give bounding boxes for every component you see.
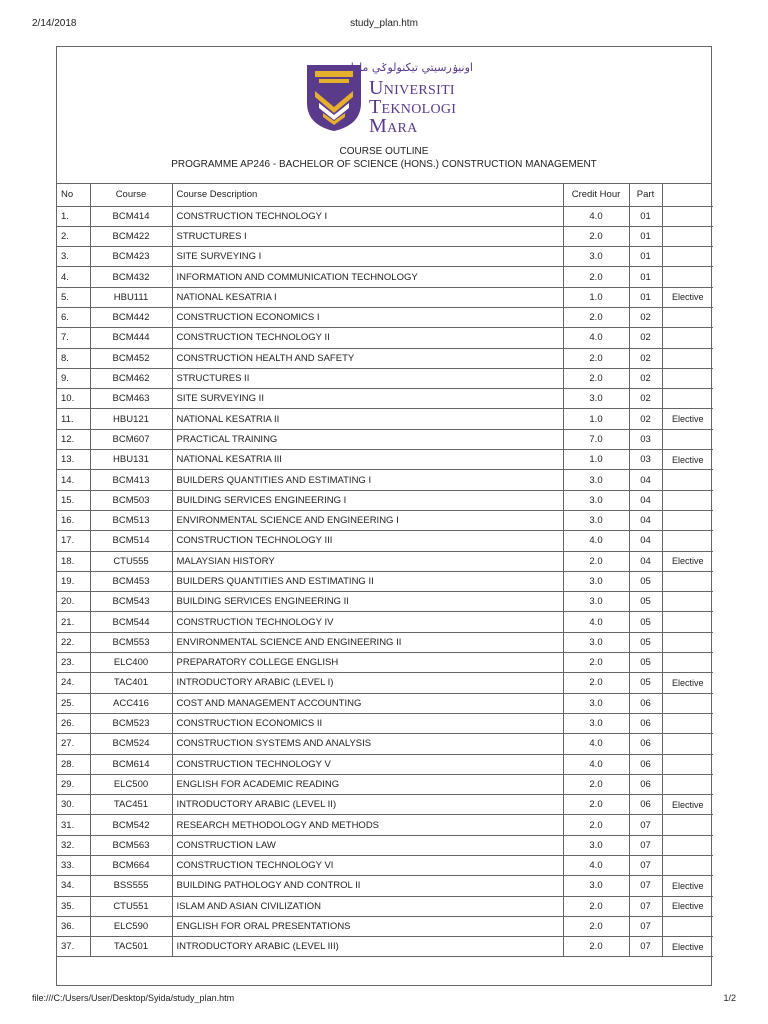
- cell-elective: [662, 531, 713, 551]
- cell-course-code: BSS555: [90, 876, 172, 896]
- cell-no: 29.: [57, 774, 90, 794]
- cell-course-code: BCM542: [90, 815, 172, 835]
- cell-elective: [662, 653, 713, 673]
- table-row: [57, 693, 713, 713]
- cell-part: 02: [629, 307, 662, 327]
- cell-elective: [662, 774, 713, 794]
- cell-credit-hour: 1.0: [563, 409, 629, 429]
- print-date: 2/14/2018: [32, 18, 77, 29]
- cell-course-code: BCM423: [90, 247, 172, 267]
- print-title: study_plan.htm: [350, 18, 418, 29]
- cell-elective: [662, 368, 713, 388]
- cell-part: 07: [629, 835, 662, 855]
- cell-description: NATIONAL KESATRIA III: [172, 450, 563, 470]
- cell-course-code: BCM614: [90, 754, 172, 774]
- cell-part: 04: [629, 551, 662, 571]
- cell-no: 24.: [57, 673, 90, 693]
- cell-description: COST AND MANAGEMENT ACCOUNTING: [172, 693, 563, 713]
- cell-credit-hour: 2.0: [563, 774, 629, 794]
- table-row: [57, 876, 713, 896]
- cell-credit-hour: 2.0: [563, 673, 629, 693]
- cell-credit-hour: 3.0: [563, 470, 629, 490]
- cell-course-code: ELC400: [90, 653, 172, 673]
- table-row: [57, 835, 713, 855]
- cell-description: INTRODUCTORY ARABIC (LEVEL III): [172, 937, 563, 957]
- cell-elective: [662, 835, 713, 855]
- cell-description: CONSTRUCTION TECHNOLOGY II: [172, 328, 563, 348]
- cell-course-code: ELC590: [90, 916, 172, 936]
- university-logo: [305, 59, 475, 137]
- cell-course-code: BCM543: [90, 592, 172, 612]
- jawi-logotype: اونيۏرسيتي تيكنولوݢي مارا: [350, 61, 473, 74]
- cell-part: 04: [629, 510, 662, 530]
- cell-no: 8.: [57, 348, 90, 368]
- table-row: [57, 206, 713, 226]
- cell-part: 05: [629, 592, 662, 612]
- cell-description: STRUCTURES I: [172, 226, 563, 246]
- cell-course-code: BCM413: [90, 470, 172, 490]
- cell-elective: [662, 571, 713, 591]
- cell-credit-hour: 3.0: [563, 713, 629, 733]
- cell-description: INTRODUCTORY ARABIC (LEVEL I): [172, 673, 563, 693]
- cell-part: 02: [629, 348, 662, 368]
- cell-course-code: BCM414: [90, 206, 172, 226]
- cell-elective: [662, 815, 713, 835]
- cell-no: 18.: [57, 551, 90, 571]
- cell-course-code: HBU121: [90, 409, 172, 429]
- table-row: [57, 856, 713, 876]
- cell-course-code: BCM513: [90, 510, 172, 530]
- cell-description: ISLAM AND ASIAN CIVILIZATION: [172, 896, 563, 916]
- cell-no: 34.: [57, 876, 90, 896]
- document-header: [57, 47, 711, 184]
- cell-no: 32.: [57, 835, 90, 855]
- cell-elective: [662, 693, 713, 713]
- cell-course-code: BCM664: [90, 856, 172, 876]
- cell-credit-hour: 3.0: [563, 571, 629, 591]
- cell-course-code: BCM607: [90, 429, 172, 449]
- cell-credit-hour: 3.0: [563, 247, 629, 267]
- cell-description: BUILDERS QUANTITIES AND ESTIMATING I: [172, 470, 563, 490]
- cell-elective: [662, 754, 713, 774]
- table-row: [57, 612, 713, 632]
- cell-elective: Elective: [662, 551, 713, 571]
- cell-credit-hour: 4.0: [563, 856, 629, 876]
- cell-description: CONSTRUCTION HEALTH AND SAFETY: [172, 348, 563, 368]
- cell-description: CONSTRUCTION TECHNOLOGY III: [172, 531, 563, 551]
- cell-credit-hour: 3.0: [563, 835, 629, 855]
- cell-course-code: HBU111: [90, 287, 172, 307]
- cell-description: BUILDING PATHOLOGY AND CONTROL II: [172, 876, 563, 896]
- cell-no: 36.: [57, 916, 90, 936]
- cell-description: CONSTRUCTION TECHNOLOGY VI: [172, 856, 563, 876]
- cell-credit-hour: 2.0: [563, 653, 629, 673]
- cell-no: 25.: [57, 693, 90, 713]
- table-row: [57, 632, 713, 652]
- cell-description: SITE SURVEYING II: [172, 389, 563, 409]
- cell-course-code: ACC416: [90, 693, 172, 713]
- cell-elective: [662, 307, 713, 327]
- university-name: [369, 79, 456, 136]
- cell-description: BUILDERS QUANTITIES AND ESTIMATING II: [172, 571, 563, 591]
- cell-no: 7.: [57, 328, 90, 348]
- column-header-course: Course: [90, 184, 172, 206]
- cell-description: ENVIRONMENTAL SCIENCE AND ENGINEERING II: [172, 632, 563, 652]
- cell-description: CONSTRUCTION TECHNOLOGY V: [172, 754, 563, 774]
- table-row: [57, 348, 713, 368]
- cell-elective: [662, 267, 713, 287]
- cell-no: 1.: [57, 206, 90, 226]
- table-row: [57, 328, 713, 348]
- cell-description: ENVIRONMENTAL SCIENCE AND ENGINEERING I: [172, 510, 563, 530]
- cell-part: 04: [629, 490, 662, 510]
- cell-credit-hour: 2.0: [563, 815, 629, 835]
- cell-credit-hour: 2.0: [563, 267, 629, 287]
- cell-part: 01: [629, 226, 662, 246]
- cell-description: NATIONAL KESATRIA I: [172, 287, 563, 307]
- table-row: [57, 754, 713, 774]
- cell-no: 5.: [57, 287, 90, 307]
- cell-part: 02: [629, 368, 662, 388]
- cell-course-code: TAC401: [90, 673, 172, 693]
- cell-credit-hour: 3.0: [563, 389, 629, 409]
- cell-description: CONSTRUCTION TECHNOLOGY I: [172, 206, 563, 226]
- cell-elective: [662, 734, 713, 754]
- cell-elective: Elective: [662, 795, 713, 815]
- table-row: [57, 287, 713, 307]
- table-row: [57, 673, 713, 693]
- print-header: [32, 18, 736, 32]
- cell-credit-hour: 2.0: [563, 896, 629, 916]
- cell-description: RESEARCH METHODOLOGY AND METHODS: [172, 815, 563, 835]
- cell-elective: Elective: [662, 937, 713, 957]
- cell-course-code: BCM442: [90, 307, 172, 327]
- cell-course-code: BCM523: [90, 713, 172, 733]
- cell-description: NATIONAL KESATRIA II: [172, 409, 563, 429]
- print-footer: [32, 993, 736, 1007]
- cell-description: ENGLISH FOR ORAL PRESENTATIONS: [172, 916, 563, 936]
- cell-elective: [662, 247, 713, 267]
- table-row: [57, 592, 713, 612]
- cell-no: 15.: [57, 490, 90, 510]
- cell-elective: Elective: [662, 673, 713, 693]
- cell-no: 28.: [57, 754, 90, 774]
- cell-part: 05: [629, 571, 662, 591]
- cell-no: 3.: [57, 247, 90, 267]
- cell-part: 02: [629, 389, 662, 409]
- cell-course-code: BCM432: [90, 267, 172, 287]
- cell-part: 05: [629, 632, 662, 652]
- programme-title: PROGRAMME AP246 - BACHELOR OF SCIENCE (HONS.) CONSTRUCTION MANAGEMENT: [171, 159, 597, 170]
- cell-course-code: TAC451: [90, 795, 172, 815]
- cell-elective: Elective: [662, 450, 713, 470]
- cell-no: 35.: [57, 896, 90, 916]
- cell-part: 01: [629, 247, 662, 267]
- cell-part: 07: [629, 876, 662, 896]
- cell-course-code: BCM452: [90, 348, 172, 368]
- table-row: [57, 450, 713, 470]
- course-table: [57, 184, 713, 957]
- cell-description: STRUCTURES II: [172, 368, 563, 388]
- cell-elective: [662, 429, 713, 449]
- university-name-line1: Universiti: [369, 77, 455, 99]
- cell-elective: Elective: [662, 287, 713, 307]
- cell-description: ENGLISH FOR ACADEMIC READING: [172, 774, 563, 794]
- table-row: [57, 470, 713, 490]
- cell-credit-hour: 2.0: [563, 307, 629, 327]
- course-outline-heading: [57, 145, 711, 171]
- cell-part: 01: [629, 267, 662, 287]
- cell-description: SITE SURVEYING I: [172, 247, 563, 267]
- cell-no: 19.: [57, 571, 90, 591]
- table-row: [57, 429, 713, 449]
- cell-credit-hour: 3.0: [563, 592, 629, 612]
- cell-course-code: BCM503: [90, 490, 172, 510]
- cell-description: CONSTRUCTION ECONOMICS I: [172, 307, 563, 327]
- table-row: [57, 490, 713, 510]
- cell-elective: [662, 470, 713, 490]
- cell-elective: [662, 490, 713, 510]
- file-path: file:///C:/Users/User/Desktop/Syida/study_plan.htm: [32, 993, 235, 1003]
- cell-course-code: ELC500: [90, 774, 172, 794]
- cell-part: 05: [629, 612, 662, 632]
- cell-course-code: BCM444: [90, 328, 172, 348]
- cell-credit-hour: 7.0: [563, 429, 629, 449]
- cell-elective: [662, 713, 713, 733]
- cell-no: 6.: [57, 307, 90, 327]
- cell-course-code: BCM422: [90, 226, 172, 246]
- table-row: [57, 896, 713, 916]
- table-row: [57, 510, 713, 530]
- cell-credit-hour: 3.0: [563, 490, 629, 510]
- table-header-row: [57, 184, 713, 206]
- table-row: [57, 226, 713, 246]
- cell-part: 07: [629, 937, 662, 957]
- cell-credit-hour: 2.0: [563, 937, 629, 957]
- cell-course-code: BCM463: [90, 389, 172, 409]
- cell-description: CONSTRUCTION TECHNOLOGY IV: [172, 612, 563, 632]
- cell-part: 06: [629, 774, 662, 794]
- cell-no: 27.: [57, 734, 90, 754]
- table-row: [57, 795, 713, 815]
- cell-credit-hour: 4.0: [563, 754, 629, 774]
- cell-credit-hour: 4.0: [563, 612, 629, 632]
- table-row: [57, 368, 713, 388]
- cell-elective: Elective: [662, 896, 713, 916]
- cell-elective: [662, 206, 713, 226]
- column-header-description: Course Description: [172, 184, 563, 206]
- cell-part: 05: [629, 653, 662, 673]
- cell-no: 11.: [57, 409, 90, 429]
- cell-no: 21.: [57, 612, 90, 632]
- cell-description: CONSTRUCTION SYSTEMS AND ANALYSIS: [172, 734, 563, 754]
- cell-part: 07: [629, 896, 662, 916]
- cell-elective: [662, 510, 713, 530]
- cell-no: 16.: [57, 510, 90, 530]
- cell-description: INFORMATION AND COMMUNICATION TECHNOLOGY: [172, 267, 563, 287]
- column-header-credit-hour: Credit Hour: [563, 184, 629, 206]
- table-row: [57, 937, 713, 957]
- table-row: [57, 734, 713, 754]
- table-row: [57, 571, 713, 591]
- cell-elective: Elective: [662, 409, 713, 429]
- cell-no: 20.: [57, 592, 90, 612]
- cell-course-code: CTU555: [90, 551, 172, 571]
- cell-credit-hour: 2.0: [563, 348, 629, 368]
- cell-credit-hour: 1.0: [563, 450, 629, 470]
- cell-credit-hour: 2.0: [563, 916, 629, 936]
- cell-description: BUILDING SERVICES ENGINEERING II: [172, 592, 563, 612]
- cell-no: 10.: [57, 389, 90, 409]
- cell-course-code: CTU551: [90, 896, 172, 916]
- cell-part: 01: [629, 287, 662, 307]
- cell-credit-hour: 4.0: [563, 531, 629, 551]
- table-row: [57, 409, 713, 429]
- cell-elective: [662, 916, 713, 936]
- cell-course-code: BCM563: [90, 835, 172, 855]
- cell-course-code: BCM514: [90, 531, 172, 551]
- cell-no: 23.: [57, 653, 90, 673]
- cell-part: 03: [629, 429, 662, 449]
- university-name-line2: Teknologi: [369, 96, 457, 118]
- cell-credit-hour: 2.0: [563, 368, 629, 388]
- cell-credit-hour: 3.0: [563, 693, 629, 713]
- cell-no: 37.: [57, 937, 90, 957]
- cell-course-code: HBU131: [90, 450, 172, 470]
- cell-credit-hour: 4.0: [563, 328, 629, 348]
- cell-description: MALAYSIAN HISTORY: [172, 551, 563, 571]
- cell-part: 07: [629, 916, 662, 936]
- table-row: [57, 247, 713, 267]
- table-row: [57, 389, 713, 409]
- cell-credit-hour: 3.0: [563, 632, 629, 652]
- cell-elective: Elective: [662, 876, 713, 896]
- cell-description: CONSTRUCTION ECONOMICS II: [172, 713, 563, 733]
- cell-description: BUILDING SERVICES ENGINEERING I: [172, 490, 563, 510]
- cell-no: 30.: [57, 795, 90, 815]
- cell-no: 17.: [57, 531, 90, 551]
- column-header-note: [662, 184, 713, 206]
- table-row: [57, 713, 713, 733]
- column-header-part: Part: [629, 184, 662, 206]
- cell-description: PRACTICAL TRAINING: [172, 429, 563, 449]
- cell-elective: [662, 226, 713, 246]
- cell-credit-hour: 2.0: [563, 226, 629, 246]
- cell-part: 07: [629, 815, 662, 835]
- cell-credit-hour: 2.0: [563, 795, 629, 815]
- cell-course-code: BCM524: [90, 734, 172, 754]
- cell-part: 06: [629, 754, 662, 774]
- cell-no: 26.: [57, 713, 90, 733]
- page-number: 1/2: [723, 993, 736, 1003]
- cell-credit-hour: 3.0: [563, 510, 629, 530]
- cell-course-code: BCM462: [90, 368, 172, 388]
- cell-part: 07: [629, 856, 662, 876]
- study-plan-document: [56, 46, 712, 986]
- cell-no: 9.: [57, 368, 90, 388]
- cell-no: 4.: [57, 267, 90, 287]
- cell-elective: [662, 856, 713, 876]
- cell-part: 04: [629, 470, 662, 490]
- table-row: [57, 916, 713, 936]
- cell-credit-hour: 2.0: [563, 551, 629, 571]
- cell-no: 31.: [57, 815, 90, 835]
- cell-part: 04: [629, 531, 662, 551]
- cell-course-code: BCM553: [90, 632, 172, 652]
- cell-elective: [662, 389, 713, 409]
- cell-part: 02: [629, 409, 662, 429]
- cell-description: PREPARATORY COLLEGE ENGLISH: [172, 653, 563, 673]
- cell-part: 06: [629, 795, 662, 815]
- table-row: [57, 307, 713, 327]
- table-row: [57, 531, 713, 551]
- university-name-line3: Mara: [369, 115, 418, 137]
- cell-part: 06: [629, 713, 662, 733]
- cell-elective: [662, 592, 713, 612]
- cell-part: 05: [629, 673, 662, 693]
- cell-credit-hour: 1.0: [563, 287, 629, 307]
- table-row: [57, 815, 713, 835]
- cell-part: 02: [629, 328, 662, 348]
- cell-credit-hour: 4.0: [563, 734, 629, 754]
- cell-elective: [662, 632, 713, 652]
- cell-course-code: BCM453: [90, 571, 172, 591]
- cell-elective: [662, 612, 713, 632]
- cell-course-code: BCM544: [90, 612, 172, 632]
- cell-elective: [662, 348, 713, 368]
- cell-no: 2.: [57, 226, 90, 246]
- cell-part: 03: [629, 450, 662, 470]
- cell-no: 14.: [57, 470, 90, 490]
- cell-part: 06: [629, 693, 662, 713]
- cell-description: CONSTRUCTION LAW: [172, 835, 563, 855]
- cell-part: 01: [629, 206, 662, 226]
- cell-credit-hour: 3.0: [563, 876, 629, 896]
- outline-title: COURSE OUTLINE: [339, 146, 429, 157]
- cell-no: 33.: [57, 856, 90, 876]
- course-rows: [57, 206, 713, 957]
- table-row: [57, 551, 713, 571]
- cell-no: 22.: [57, 632, 90, 652]
- cell-part: 06: [629, 734, 662, 754]
- cell-credit-hour: 4.0: [563, 206, 629, 226]
- table-row: [57, 267, 713, 287]
- cell-description: INTRODUCTORY ARABIC (LEVEL II): [172, 795, 563, 815]
- cell-no: 12.: [57, 429, 90, 449]
- cell-course-code: TAC501: [90, 937, 172, 957]
- cell-no: 13.: [57, 450, 90, 470]
- column-header-no: No: [57, 184, 90, 206]
- table-row: [57, 774, 713, 794]
- table-row: [57, 653, 713, 673]
- cell-elective: [662, 328, 713, 348]
